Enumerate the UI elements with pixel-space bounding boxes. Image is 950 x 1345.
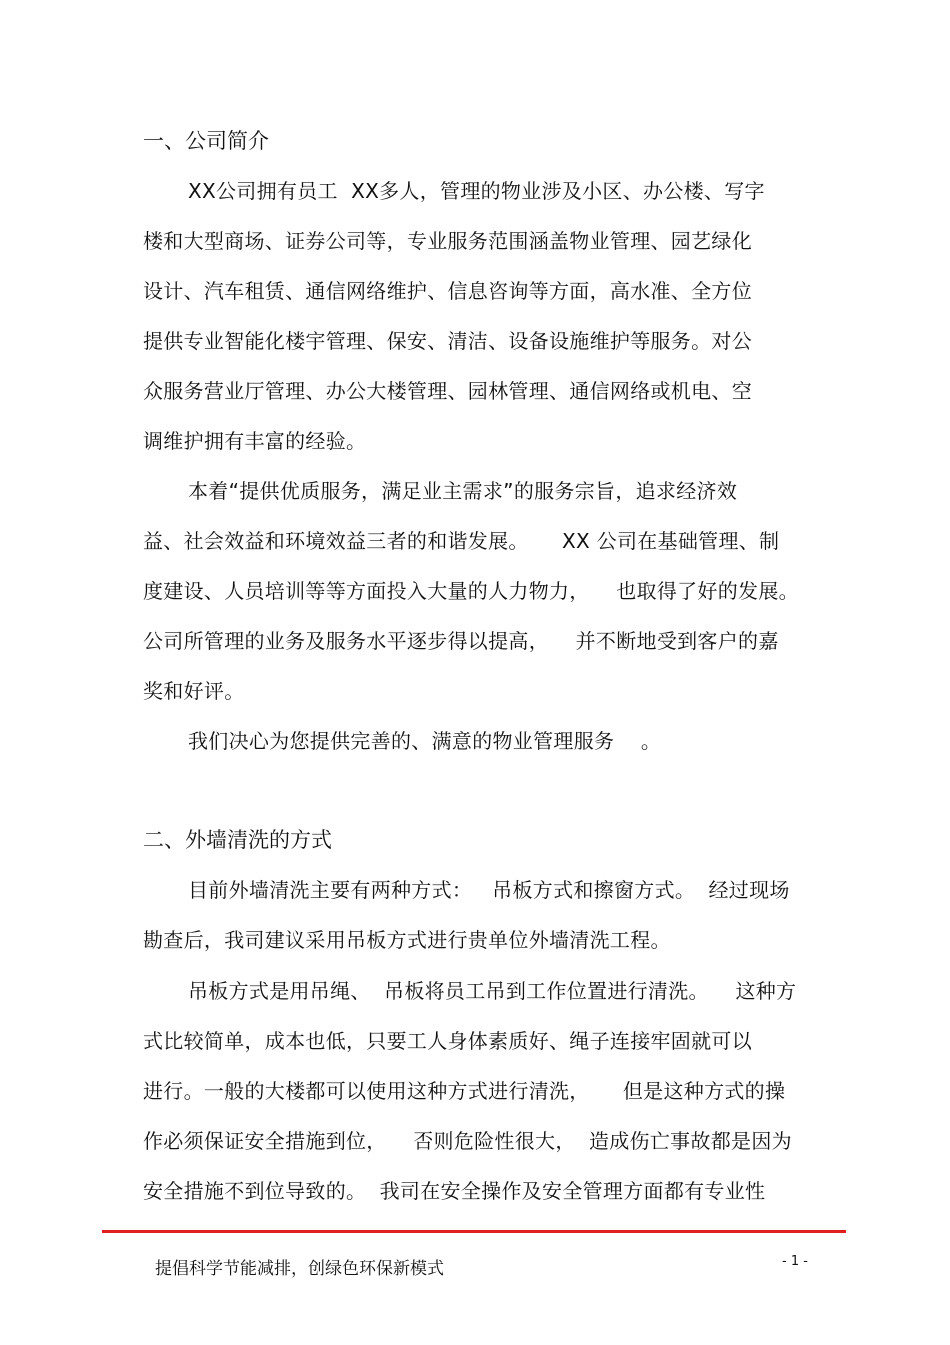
paragraph-line: 我们决心为您提供完善的、满意的物业管理服务 。	[188, 729, 662, 753]
paragraph-line: 式比较简单，成本也低，只要工人身体素质好、绳子连接牢固就可以	[143, 1029, 752, 1053]
paragraph-line: 公司所管理的业务及服务水平逐步得以提高， 并不断地受到客户的嘉	[143, 629, 779, 653]
paragraph-line: 益、社会效益和环境效益三者的和谐发展。 XX 公司在基础管理、制	[143, 529, 780, 553]
footer-divider	[102, 1230, 846, 1233]
footer-slogan: 提倡科学节能减排，创绿色环保新模式	[155, 1259, 444, 1279]
paragraph-line: 设计、汽车租赁、通信网络维护、信息咨询等方面，高水准、全方位	[143, 279, 752, 303]
paragraph-line: 作必须保证安全措施到位， 否则危险性很大， 造成伤亡事故都是因为	[143, 1129, 792, 1153]
paragraph-line: XX公司拥有员工 XX多人，管理的物业涉及小区、办公楼、写字	[188, 179, 765, 203]
paragraph-line: 提供专业智能化楼宇管理、保安、清洁、设备设施维护等服务。对公	[143, 329, 752, 353]
paragraph-line: 楼和大型商场、证券公司等，专业服务范围涵盖物业管理、园艺绿化	[143, 229, 752, 253]
page-number: - 1 -	[782, 1254, 808, 1269]
paragraph-line: 调维护拥有丰富的经验。	[143, 429, 367, 453]
paragraph-line: 进行。一般的大楼都可以使用这种方式进行清洗， 但是这种方式的操	[143, 1079, 786, 1103]
paragraph-line: 奖和好评。	[143, 679, 245, 703]
paragraph-line: 安全措施不到位导致的。 我司在安全操作及安全管理方面都有专业性	[143, 1179, 766, 1203]
paragraph-line: 吊板方式是用吊绳、 吊板将员工吊到工作位置进行清洗。 这种方	[188, 979, 797, 1003]
paragraph-line: 度建设、人员培训等等方面投入大量的人力物力， 也取得了好的发展。	[143, 579, 799, 603]
paragraph-line: 目前外墙清洗主要有两种方式： 吊板方式和擦窗方式。 经过现场	[188, 878, 790, 902]
section-heading-wall-cleaning: 二、外墙清洗的方式	[143, 828, 332, 852]
section-heading-company-intro: 一、公司简介	[143, 129, 269, 153]
paragraph-line: 本着“提供优质服务，满足业主需求”的服务宗旨，追求经济效	[188, 479, 738, 503]
paragraph-line: 勘查后，我司建议采用吊板方式进行贵单位外墙清洗工程。	[143, 928, 671, 952]
paragraph-line: 众服务营业厅管理、办公大楼管理、园林管理、通信网络或机电、空	[143, 379, 752, 403]
